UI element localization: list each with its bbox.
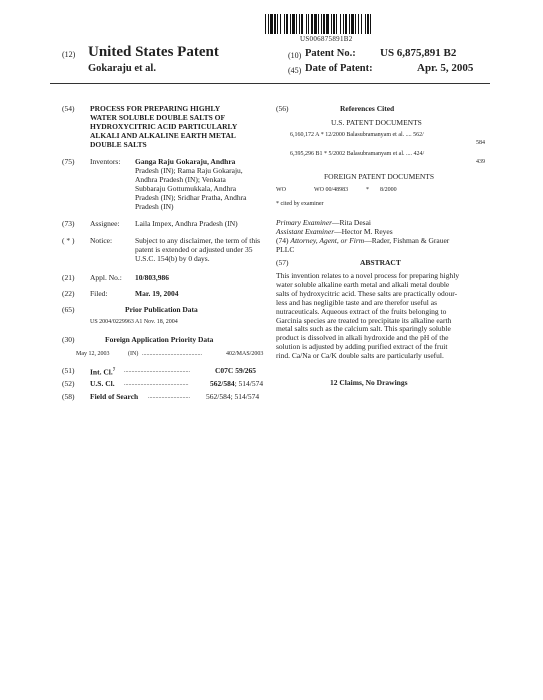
title-line: DOUBLE SALTS — [90, 140, 147, 149]
doc-kind: B1 — [315, 151, 323, 157]
patent-date: Apr. 5, 2005 — [417, 62, 474, 74]
foreign-country: (IN) — [128, 351, 139, 357]
title-line: PROCESS FOR PREPARING HIGHLY — [90, 104, 221, 113]
doc-mark: * — [324, 151, 328, 157]
notice-line: patent is extended or adjusted under 35 — [135, 245, 253, 254]
foreign-number: 402/MAS/2003 — [226, 351, 264, 357]
doc-date: 12/2000 — [325, 132, 345, 138]
filed-code: (22) — [62, 289, 75, 298]
code-12: (12) — [62, 50, 76, 59]
doc-kind: A — [315, 132, 320, 138]
leader-dots: ........................................... — [124, 381, 189, 387]
assignee: Laila Impex, Andhra Pradesh (IN) — [135, 219, 238, 228]
abstract-line: solution is adjusted by adding purified extract of the fruit — [276, 342, 448, 352]
abstract-line: This invention relates to a novel process for preparing highly — [276, 271, 460, 280]
leader-dots: ............................ — [148, 394, 190, 400]
foreign-doc-mark: * — [366, 187, 369, 193]
attorney-code: (74) — [276, 236, 289, 245]
prior-data: US 2004/0229963 A1 Nov. 18, 2004 — [90, 319, 178, 325]
uscl-main: 562/584 — [210, 379, 235, 388]
intcl-code: (51) — [62, 366, 75, 375]
filed-label: Filed: — [90, 289, 108, 298]
title-line: HYDROXYCITRIC ACID PARTICULARLY — [90, 122, 238, 131]
authors: Gokaraju et al. — [88, 63, 156, 74]
leader-dots: ........................................ — [142, 351, 202, 357]
appl-code: (21) — [62, 273, 75, 282]
inventor-line: Pradesh (IN); Rama Raju Gokaraju, — [135, 166, 243, 175]
document-type: United States Patent — [88, 44, 219, 60]
barcode-number: US006875891B2 — [300, 35, 353, 43]
assistant-name: —Hector M. Reyes — [334, 227, 393, 236]
attorney-line: —Rader, Fishman & Grauer — [364, 236, 450, 245]
doc-dots: .... — [406, 151, 412, 157]
foreign-docs-heading: FOREIGN PATENT DOCUMENTS — [324, 172, 435, 181]
doc-class: 424/ — [413, 151, 425, 157]
invention-title — [90, 104, 270, 149]
inventors-code: (75) — [62, 157, 75, 166]
notice-line: Subject to any disclaimer, the term of this — [135, 236, 261, 245]
doc-date: 5/2002 — [328, 151, 346, 157]
foreign-heading: Foreign Application Priority Data — [105, 335, 214, 344]
title-line: WATER SOLUBLE DOUBLE SALTS OF — [90, 113, 226, 122]
notice-line: U.S.C. 154(b) by 0 days. — [135, 254, 210, 263]
appl-number: 10/803,986 — [135, 273, 169, 282]
filed-date: Mar. 19, 2004 — [135, 289, 179, 298]
title-code: (54) — [62, 104, 75, 113]
doc-dots: .... — [405, 132, 412, 138]
header-rule — [50, 83, 490, 84]
barcode-bar — [371, 14, 373, 34]
abstract-heading: ABSTRACT — [360, 258, 401, 267]
search-code: (58) — [62, 392, 75, 401]
notice-text — [135, 236, 275, 263]
doc-class-cont: 584 — [476, 140, 485, 146]
doc-name: Balasubramanyam et al. — [346, 132, 405, 138]
abstract-line: Garcinia species are treated to precipitate its alkaline earth — [276, 315, 452, 325]
inventor-line: Subbaraju Gottumukkala, Andhra — [135, 184, 237, 193]
leader-dots: ............................................ — [124, 368, 190, 374]
inventor-line: Pradesh (IN); Sridhar Pratha, Andhra — [135, 193, 247, 202]
abstract-code: (57) — [276, 258, 289, 267]
refs-heading: References Cited — [340, 104, 395, 113]
abstract-line: metal salts such as the calcium salt. This sparingly soluble — [276, 324, 451, 334]
search-value: 562/584; 514/574 — [206, 392, 260, 401]
us-docs-heading: U.S. PATENT DOCUMENTS — [331, 118, 422, 127]
inventors-label: Inventors: — [90, 157, 121, 166]
assistant-examiner — [276, 227, 393, 236]
code-45: (45) — [288, 66, 302, 75]
patent-no-label: Patent No.: — [305, 48, 356, 59]
intcl-superscript: 7 — [112, 368, 116, 373]
attorney-label: Attorney, Agent, or Firm — [290, 236, 365, 245]
abstract-line: less and has negligible taste and are therefor useful as — [276, 297, 437, 307]
refs-code: (56) — [276, 104, 289, 113]
inventor-line: Andhra Pradesh (IN); Venkata — [135, 175, 226, 184]
inventors-list — [135, 157, 275, 211]
prior-heading: Prior Publication Data — [125, 305, 198, 314]
foreign-doc-number: WO 00/48983 — [314, 187, 349, 193]
uscl-label: U.S. Cl. — [90, 379, 115, 388]
intcl-label-text: Int. Cl. — [90, 367, 113, 377]
doc-number: 6,160,172 — [290, 132, 314, 138]
foreign-date: May 12, 2003 — [76, 351, 110, 357]
intcl-label — [90, 366, 115, 377]
uscl-value — [210, 379, 263, 388]
abstract-line: nutraceuticals. Aqueous extract of the fruits belonging to — [276, 306, 447, 316]
attorney — [276, 236, 491, 254]
code-10: (10) — [288, 51, 302, 60]
search-label: Field of Search — [90, 392, 139, 401]
uscl-code: (52) — [62, 379, 75, 388]
assignee-code: (73) — [62, 219, 75, 228]
inventor-line: Pradesh (IN) — [135, 202, 174, 211]
title-line: ALKALI AND ALKALINE EARTH METAL — [90, 131, 236, 140]
doc-number: 6,395,296 — [290, 151, 314, 157]
abstract-line: salts of hydroxycitric acid. These salts are practically odour- — [276, 288, 458, 298]
abstract-line: product is dissolved in alkali hydroxide and the pH of the — [276, 333, 449, 343]
notice-label: Notice: — [90, 236, 113, 245]
doc-class: 562/ — [413, 132, 424, 138]
barcode — [265, 14, 470, 34]
date-label: Date of Patent: — [305, 63, 373, 74]
inventor-line: Ganga Raju Gokaraju, Andhra — [135, 157, 236, 166]
foreign-doc-country: WO — [276, 187, 286, 193]
foreign-code: (30) — [62, 335, 75, 344]
primary-label: Primary Examiner — [276, 218, 333, 227]
abstract-line: rind. Ca/Na or Ca/K double salts are particularly useful. — [276, 351, 444, 361]
us-doc-row — [290, 150, 490, 158]
appl-label: Appl. No.: — [90, 273, 122, 282]
claims-summary: 12 Claims, No Drawings — [330, 378, 408, 387]
doc-mark: * — [320, 132, 324, 138]
patent-number: US 6,875,891 B2 — [380, 47, 457, 59]
intcl-value: C07C 59/265 — [215, 366, 257, 375]
cited-note: * cited by examiner — [276, 201, 324, 207]
abstract-text — [276, 272, 491, 361]
prior-code: (65) — [62, 305, 75, 314]
us-doc-row — [290, 131, 490, 139]
assignee-label: Assignee: — [90, 219, 120, 228]
primary-examiner — [276, 218, 371, 227]
uscl-extra: ; 514/574 — [234, 379, 264, 388]
abstract-line: water soluble alkaline earth metal and alkali metal double — [276, 279, 450, 289]
primary-name: —Rita Desai — [332, 218, 371, 227]
assistant-label: Assistant Examiner — [276, 227, 335, 236]
attorney-line: PLLC — [276, 245, 295, 254]
doc-class-cont: 439 — [476, 159, 485, 165]
foreign-doc-date: 8/2000 — [380, 187, 397, 193]
doc-name: Balasubramanyam et al. — [346, 151, 405, 157]
notice-code: ( * ) — [62, 236, 75, 245]
